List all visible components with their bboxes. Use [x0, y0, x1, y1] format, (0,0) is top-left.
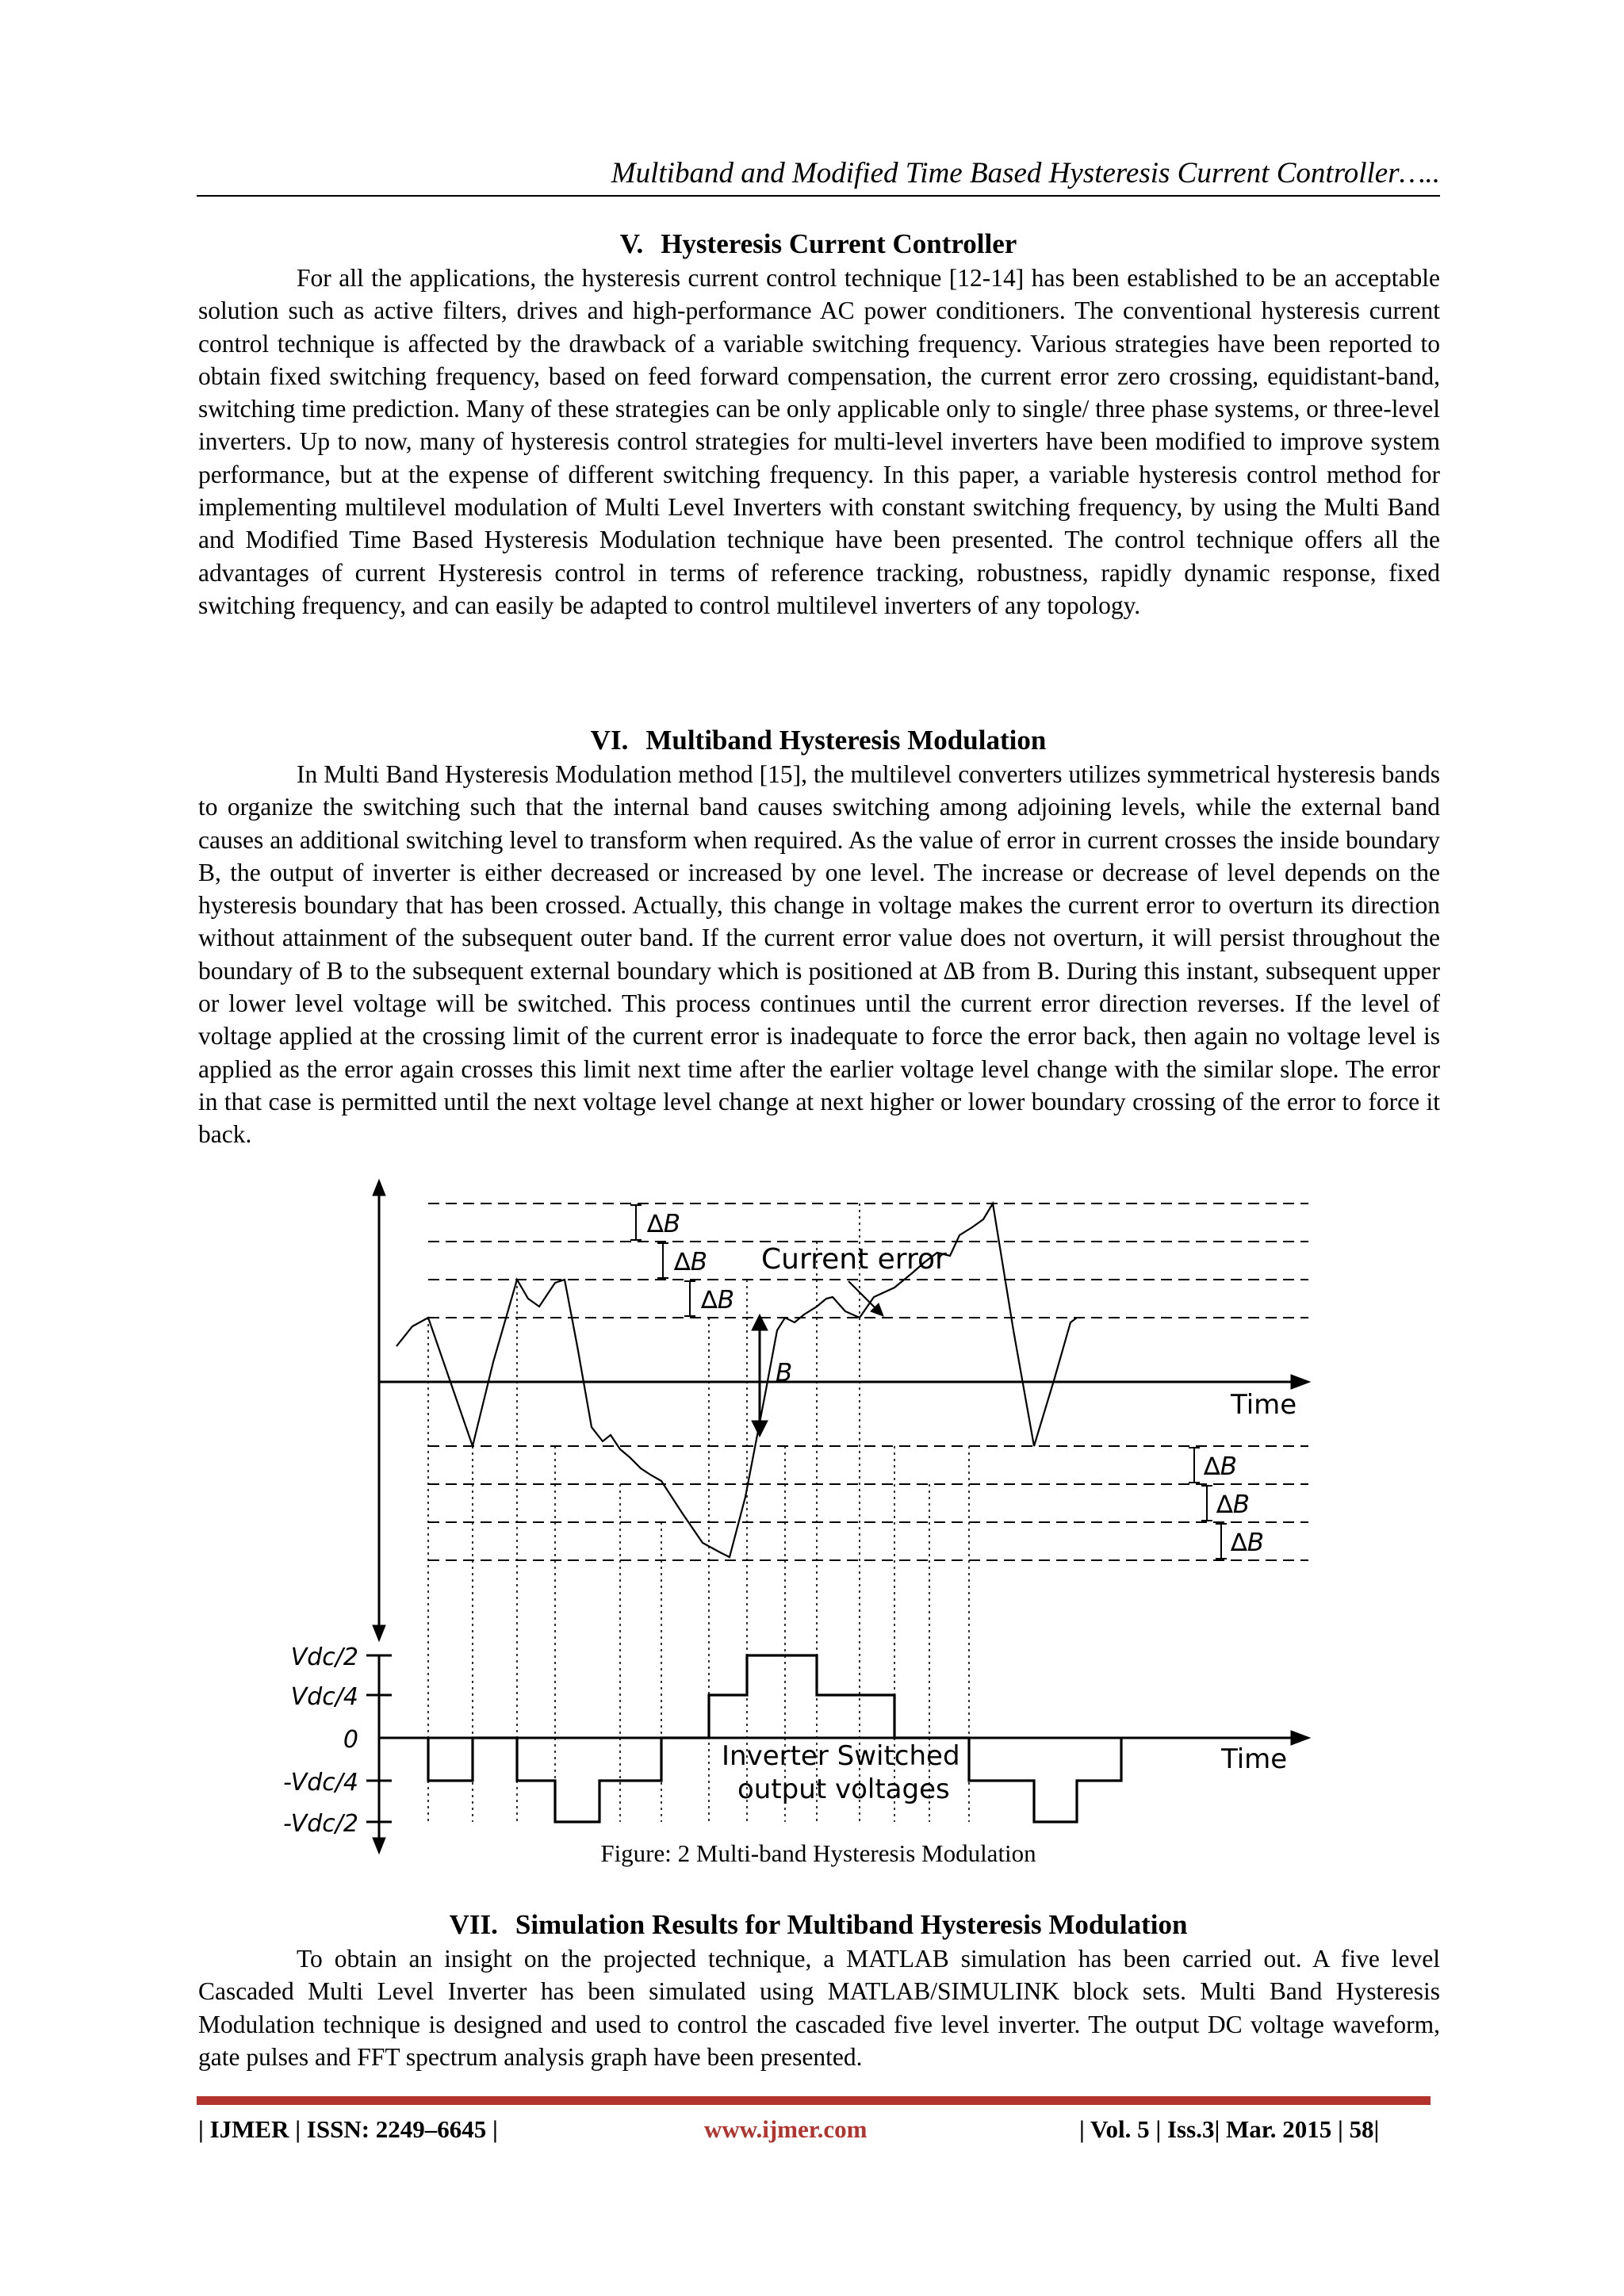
- section-5-heading: [197, 227, 1440, 262]
- multiband-hysteresis-figure: [283, 1180, 1324, 1854]
- current-error-label: Current error: [761, 1243, 947, 1276]
- error-axis-arrow-down: [373, 1625, 385, 1641]
- header-rule: [197, 195, 1440, 197]
- voltage-label-zero: 0: [343, 1726, 358, 1754]
- switching-guides: [428, 1203, 969, 1822]
- section-5-paragraph: For all the applications, the hysteresis current control technique [12-14] has been established to be an acceptable solution such as active filters, drives and high-performance AC power conditioners. The conventional hysteresis current control technique is affected by the drawback of a variable switching frequency. Various strategies have been reported to obtain fixed switching frequency, based on feed forward compensation, the current error zero crossing, equidistant-band, switching time prediction. Many of these strategies can be only applicable only to single/ three phase systems, or three-level inverters. Up to now, many of hysteresis control strategies for multi-level inverters have been modified to improve system performance, but at the expense of different switching frequency. In this paper, a variable hysteresis control method for implementing multilevel modulation of Multi Level Inverters with constant switching frequency, by using the Multi Band and Modified Time Based Hysteresis Modulation technique have been presented. The control technique offers all the advantages of current Hysteresis control in terms of reference tracking, robustness, rapidly dynamic response, fixed switching frequency, and can easily be adapted to control multilevel inverters of any topology.: [198, 264, 1440, 619]
- inverter-label-line2: output voltages: [737, 1774, 950, 1805]
- voltage-label-neg-vdc4: -Vdc/4: [283, 1769, 358, 1797]
- footer-rule: [197, 2096, 1431, 2105]
- delta-b-label-5: ∆B: [1216, 1490, 1251, 1519]
- section-7-paragraph: To obtain an insight on the projected technique, a MATLAB simulation has been carried out. A five level Cascaded Multi Level Inverter has been simulated using MATLAB/SIMULINK block sets. Multi Band Hysteresis Modulation technique is designed and used to control the cascaded five level inverter. The output DC voltage waveform, gate pulses and FFT spectrum analysis graph have been presented.: [198, 1945, 1440, 2071]
- section-6-title: Multiband Hysteresis Modulation: [645, 725, 1047, 756]
- current-error-waveform: [396, 1203, 1077, 1557]
- voltage-time-axis-arrow: [1291, 1731, 1310, 1745]
- delta-b-label-4: ∆B: [1204, 1452, 1238, 1481]
- inverter-label-line1: Inverter Switched: [722, 1740, 960, 1772]
- voltage-label-vdc2: Vdc/2: [290, 1644, 358, 1671]
- delta-b-label-1: ∆B: [647, 1210, 681, 1238]
- error-time-axis-arrow: [1291, 1375, 1310, 1389]
- delta-b-label-6: ∆B: [1231, 1529, 1265, 1557]
- b-label: B: [776, 1359, 793, 1387]
- section-5-number: V.: [619, 228, 644, 259]
- section-5-title: Hysteresis Current Controller: [661, 228, 1017, 259]
- delta-b-label-3: ∆B: [701, 1286, 735, 1314]
- footer-volume: | Vol. 5 | Iss.3| Mar. 2015 | 58|: [1079, 2115, 1380, 2143]
- running-title: Multiband and Modified Time Based Hysteresis Current Controller…..: [611, 157, 1440, 189]
- error-axis-arrow-up: [373, 1180, 385, 1196]
- section-7-number: VII.: [449, 1909, 498, 1940]
- footer-website-link[interactable]: www.ijmer.com: [704, 2115, 868, 2143]
- time-label-upper: Time: [1231, 1389, 1297, 1421]
- delta-b-label-2: ∆B: [674, 1248, 708, 1276]
- time-label-lower: Time: [1221, 1743, 1288, 1775]
- voltage-label-neg-vdc2: -Vdc/2: [283, 1810, 358, 1838]
- section-7-title: Simulation Results for Multiband Hysteresis Modulation: [515, 1909, 1188, 1940]
- section-6-number: VI.: [590, 725, 629, 756]
- footer-journal: | IJMER | ISSN: 2249–6645 |: [198, 2115, 498, 2143]
- b-arrow-head-down: [752, 1421, 768, 1437]
- voltage-label-vdc4: Vdc/4: [290, 1683, 358, 1711]
- section-6-paragraph: In Multi Band Hysteresis Modulation method [15], the multilevel converters utilizes symmetrical hysteresis bands to organize the switching such that the internal band causes switching among adjoining levels, while the external band causes an additional switching level to transform when required. As the value of error in current crosses the inside boundary B, the output of inverter is either decreased or increased by one level. The increase or decrease of level depends on the hysteresis boundary that has been crossed. Actually, this change in voltage makes the current error to overturn its direction without attainment of the subsequent outer band. If the current error value does not overturn, it will persist throughout the boundary of B to the subsequent external boundary which is positioned at ∆B from B. During this instant, subsequent upper or lower level voltage will be switched. This process continues until the current error direction reverses. If the level of voltage applied at the crossing limit of the current error is inadequate to force the error back, then again no voltage level is applied as the error again crosses this limit next time after the earlier voltage level change with the similar slope. The error in that case is permitted until the next voltage level change at next higher or lower boundary crossing of the error to force it back.: [198, 760, 1440, 1149]
- section-6-heading: [197, 723, 1440, 758]
- figure-caption: Figure: 2 Multi-band Hysteresis Modulation: [600, 1839, 1036, 1867]
- voltage-level-labels: [283, 1644, 358, 1838]
- section-7-heading: [197, 1908, 1440, 1942]
